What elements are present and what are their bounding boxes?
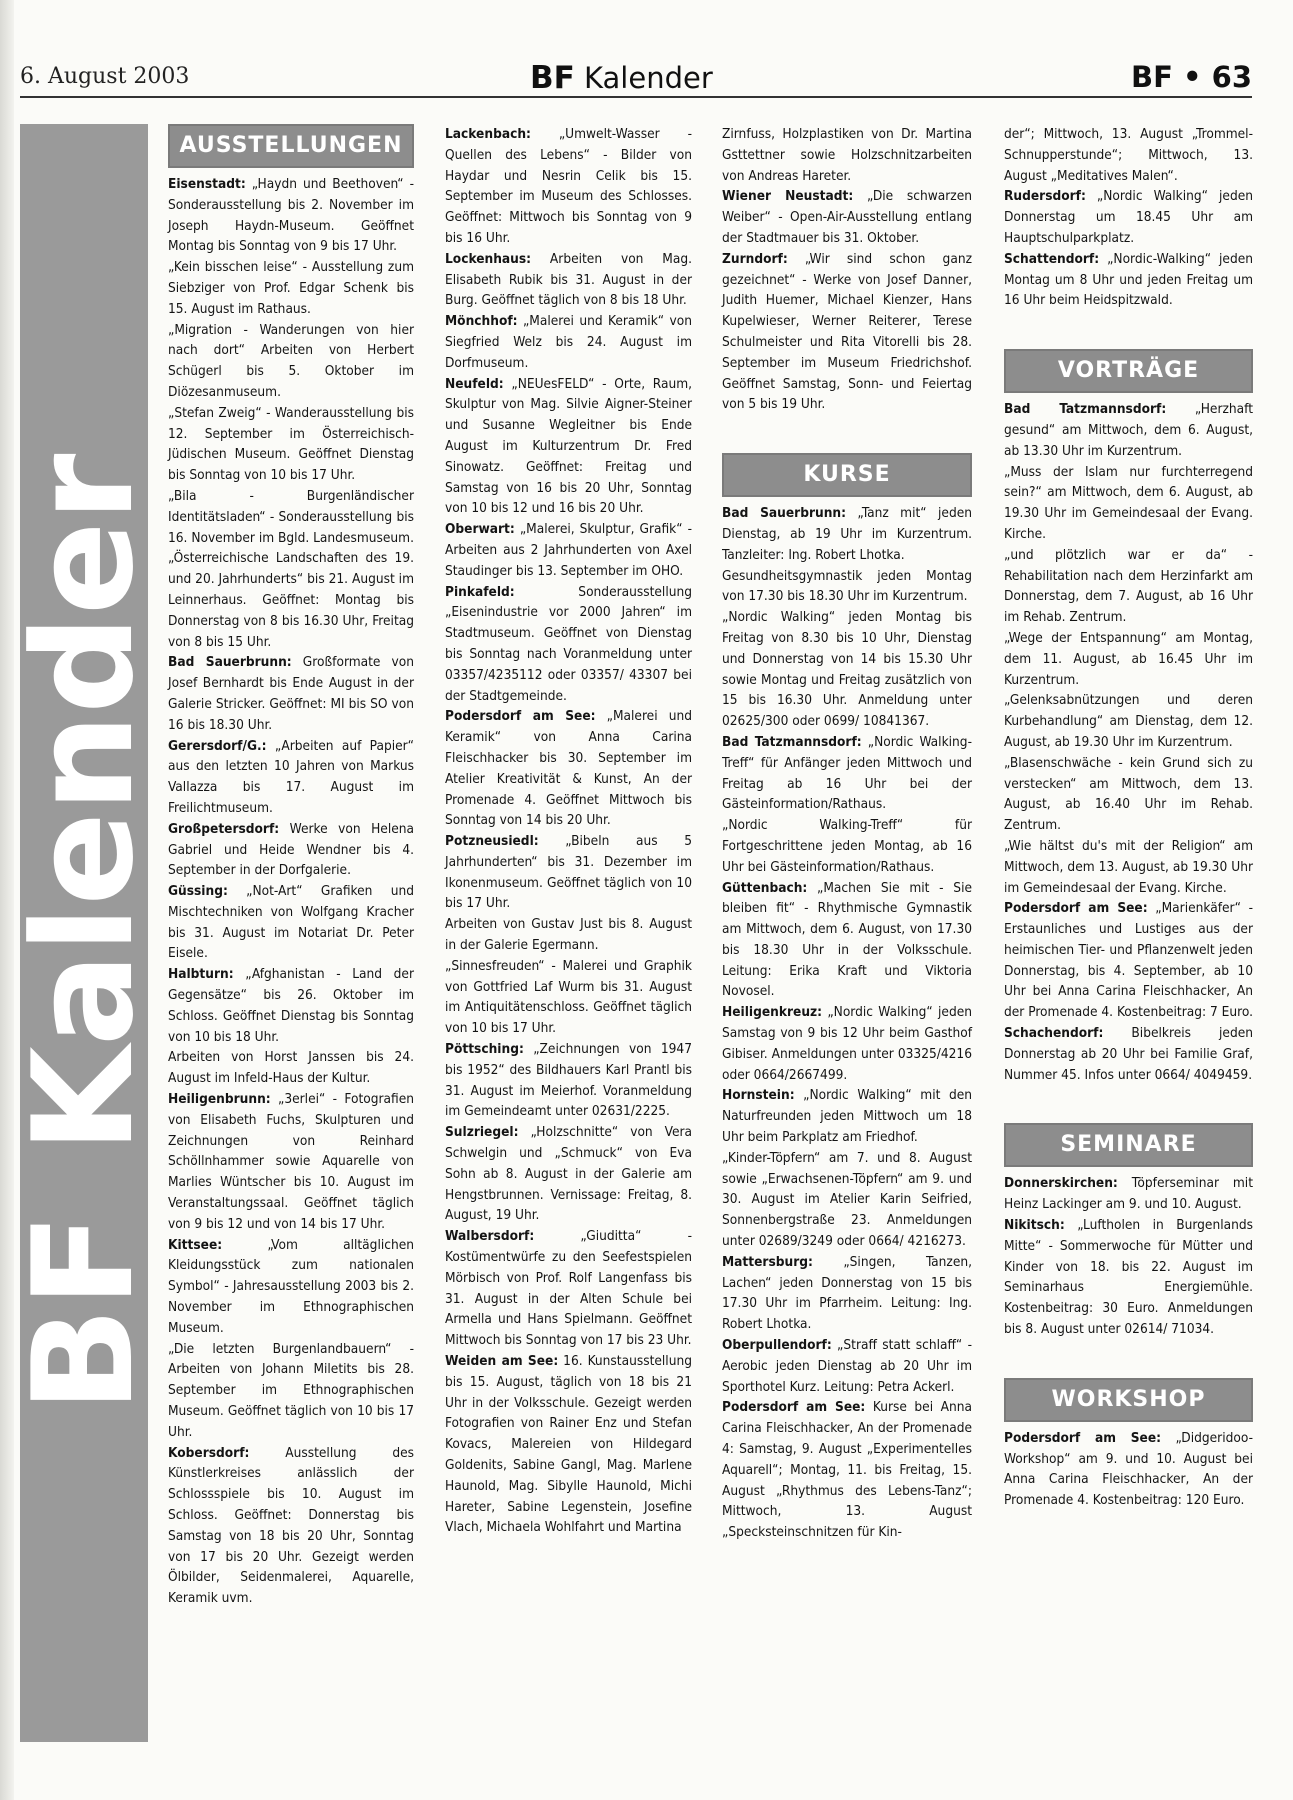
event-text: Zirnfuss, Holzplastiken von Dr. Martina Gsttettner sowie Holzschnitzarbeiten von Andreas Hareter. [722, 126, 972, 184]
event-text: Kurse bei Anna Carina Fleischhacker, An der Promenade 4: Samstag, 9. August „Experimentelles Aquarell“; Montag, 11. bis Freitag, 15. August „Rhythmus des Lebens-Tanz“; Mittwoch, 13. August „Specksteinschnitzen für Kin- [722, 1399, 972, 1541]
event-place: Bad Tatzmannsdorf: [722, 733, 862, 750]
event-entry [445, 311, 692, 373]
event-place: Großpetersdorf: [168, 820, 280, 837]
spacer [722, 415, 972, 453]
event-entry [1004, 1215, 1253, 1340]
event-entry [722, 1252, 972, 1335]
event-entry [445, 706, 692, 831]
event-text: „Malerei und Keramik“ von Siegfried Welz bis 24. August im Dorfmuseum. [445, 313, 692, 371]
event-entry [722, 1148, 972, 1252]
event-place: Kobersdorf: [168, 1444, 250, 1461]
event-text: „Bibeln aus 5 Jahrhunderten“ bis 31. Dezember im Ikonenmuseum. Geöffnet täglich von 10 bis 17 Uhr. [445, 833, 692, 912]
event-text: „Tanz mit“ jeden Dienstag, ab 19 Uhr im Kurzentrum. Tanzleiter: Ing. Robert Lhotka. [722, 505, 972, 563]
event-text: Sonderausstellung „Eisenindustrie vor 2000 Jahren“ im Stadtmuseum. Geöffnet von Dienstag bis Sonntag nach Voranmeldung unter 03357/4235112 oder 03357/ 43307 bei der Stadtgemeinde. [445, 583, 692, 704]
event-place: Rudersdorf: [1004, 188, 1086, 205]
list-ausstellungen-1 [168, 174, 414, 1609]
sidebar-banner [3, 124, 164, 1742]
event-entry [445, 831, 692, 914]
event-text: „Umwelt-Wasser - Quellen des Lebens“ - Bilder von Haydar und Nesrin Celik bis 15. September im Museum des Schlosses. Geöffnet: Mittwoch bis Sonntag von 9 bis 16 Uhr. [445, 126, 692, 246]
event-text: „Nordic-Walking“ jeden Montag um 8 Uhr und jeden Freitag um 16 Uhr beim Heidspitzwald. [1004, 250, 1253, 309]
event-place: Kittsee: [168, 1236, 223, 1253]
event-place: Schachendorf: [1004, 1025, 1104, 1042]
event-text: „Bila - Burgenländischer Identitätsladen“ - Sonderausstellung bis 16. November im Bgld. Landesmuseum. [168, 487, 414, 546]
event-text: „Afghanistan - Land der Gegensätze“ bis 26. Oktober im Schloss. Geöffnet Dienstag bis Sonntag von 10 bis 18 Uhr. [168, 966, 414, 1045]
section-header-workshop: WORKSHOP [1004, 1378, 1253, 1422]
event-text: „Sinnesfreuden“ - Malerei und Graphik von Gottfried Laf Wurm bis 31. August im Antiquitätenschloss. Geöffnet täglich von 10 bis 17 Uhr. [445, 957, 692, 1037]
event-place: Zurndorf: [722, 250, 788, 267]
sidebar-vertical-title [3, 453, 164, 1413]
event-entry [445, 1122, 692, 1226]
event-entry [722, 815, 972, 877]
event-entry [1004, 1023, 1253, 1085]
event-place: Donnerskirchen: [1004, 1175, 1118, 1192]
event-entry [168, 736, 414, 819]
event-entry [722, 1085, 972, 1147]
event-place: Podersdorf am See: [1004, 900, 1148, 917]
event-entry [1004, 836, 1253, 898]
event-place: Pöttsching: [445, 1041, 524, 1058]
event-entry [722, 503, 972, 565]
event-entry [722, 566, 972, 608]
event-place: Bad Sauerbrunn: [722, 505, 847, 522]
event-text: „Nordic Walking“ jeden Montag bis Freitag von 8.30 bis 10 Uhr, Dienstag und Donnerstag von 14 bis 15.30 Uhr sowie Montag und Freitag zusätzlich von 15 bis 16.30 Uhr. Anmeldung unter 02625/300 oder 0699/ 10841367. [722, 609, 972, 730]
list-kurse-1 [722, 503, 972, 1543]
list-ausstellungen-2 [445, 124, 692, 1538]
event-text: „Giuditta“ - Kostümentwürfe zu den Seefestspielen Mörbisch von Prof. Rolf Langenfass bis 31. August in der Alten Schule bei Armella und Hans Spielmann. Geöffnet Mittwoch bis Sonntag von 17 bis 23 Uhr. [445, 1228, 692, 1349]
event-entry [168, 819, 414, 881]
event-entry [168, 320, 414, 403]
list-kurse-2 [1004, 124, 1253, 311]
event-entry [1004, 1173, 1253, 1215]
event-place: Neufeld: [445, 375, 504, 392]
event-place: Potzneusiedl: [445, 833, 539, 850]
event-entry [168, 403, 414, 486]
event-place: Lackenbach: [445, 126, 531, 142]
event-place: Bad Tatzmannsdorf: [1004, 401, 1167, 418]
event-entry [445, 124, 692, 249]
event-place: Schattendorf: [1004, 250, 1100, 267]
event-text: „Nordic Walking“ jeden Donnerstag um 18.45 Uhr am Hauptschulparkplatz. [1004, 188, 1253, 246]
event-text: „Muss der Islam nur furchterregend sein?“ am Mittwoch, dem 6. August, ab 19.30 Uhr im Gemeindesaal der Evang. Kirche. [1004, 463, 1253, 542]
event-entry [1004, 753, 1253, 836]
event-entry [445, 1226, 692, 1351]
event-text: „Die letzten Burgenlandbauern“ - Arbeiten von Johann Miletits bis 28. September im Ethnographischen Museum. Geöffnet täglich von 10 bis 17 Uhr. [168, 1340, 414, 1440]
event-entry [722, 878, 972, 1003]
event-entry [1004, 690, 1253, 752]
event-text: „Didgeridoo-Workshop“ am 9. und 10. August bei Anna Carina Fleischhacker, An der Promenade 4. Kostenbeitrag: 120 Euro. [1004, 1429, 1253, 1509]
event-text: „Luftholen in Burgenlands Mitte“ - Sommerwoche für Mütter und Kinder von 18. bis 22. August im Seminarhaus Energiemühle. Kostenbeitrag: 30 Euro. Anmeldungen bis 8. August unter 02614/ 71034. [1004, 1217, 1253, 1338]
event-text: „Malerei, Skulptur, Grafik“ - Arbeiten aus 2 Jahrhunderten von Axel Staudinger bis 13. September im OHO. [445, 521, 692, 579]
event-place: Eisenstadt: [168, 176, 246, 192]
event-entry [445, 582, 692, 707]
event-entry [1004, 1428, 1253, 1511]
event-entry [1004, 186, 1253, 248]
event-entry [445, 249, 692, 311]
spacer [1004, 311, 1253, 349]
list-ausstellungen-3 [722, 124, 972, 415]
section-header-seminare: SEMINARE [1004, 1123, 1253, 1167]
list-workshop [1004, 1428, 1253, 1511]
event-text: Töpferseminar mit Heinz Lackinger am 9. und 10. August. [1004, 1175, 1253, 1213]
page-number: BF • 63 [1131, 60, 1252, 94]
event-entry [722, 607, 972, 732]
column-3 [722, 124, 972, 1543]
event-text: „Singen, Tanzen, Lachen“ jeden Donnerstag von 15 bis 17.30 Uhr im Pfarrheim. Leitung: Ing. Robert Lhotka. [722, 1253, 972, 1333]
event-text: „Vom alltäglichen Kleidungsstück zum nationalen Symbol“ - Jahresausstellung 2003 bis 2. November im Ethnographischen Museum. [168, 1236, 414, 1336]
event-text: „Malerei und Keramik“ von Anna Carina Fleischhacker bis 30. September im Atelier Kreativität & Kunst, An der Promenade 4. Geöffnet Mittwoch bis Sonntag von 14 bis 20 Uhr. [445, 708, 692, 829]
header-rule [20, 96, 1252, 98]
event-text: „Wie hältst du's mit der Religion“ am Mittwoch, dem 13. August, ab 19.30 Uhr im Gemeindesaal der Evang. Kirche. [1004, 837, 1253, 896]
event-text: „Marienkäfer“ - Erstaunliches und Lustiges aus der heimischen Tier- und Pflanzenwelt jeden Donnerstag, bis 4. September, ab 10 Uhr bei Anna Carina Fleischhacker, An der Promenade 4. Kostenbeitrag: 7 Euro. [1004, 900, 1253, 1021]
event-entry [168, 548, 414, 652]
event-entry [168, 964, 414, 1047]
event-text: „Migration - Wanderungen von hier nach dort“ Arbeiten von Herbert Schügerl bis 5. Oktober im Diözesanmuseum. [168, 321, 414, 400]
event-place: Weiden am See: [445, 1353, 559, 1370]
event-text: Werke von Helena Gabriel und Heide Wendner bis 4. September in der Dorfgalerie. [168, 820, 414, 879]
list-seminare [1004, 1173, 1253, 1339]
event-entry [168, 1047, 414, 1089]
event-entry [168, 1235, 414, 1339]
event-text: der“; Mittwoch, 13. August „Trommel-Schnupperstunde“; Mittwoch, 13. August „Meditatives Malen“. [1004, 126, 1253, 184]
section-header-ausstellungen: AUSSTELLUNGEN [168, 124, 414, 168]
event-place: Walbersdorf: [445, 1228, 535, 1245]
event-place: Podersdorf am See: [445, 708, 596, 725]
event-entry [168, 1089, 414, 1235]
event-text: „Haydn und Beethoven“ - Sonderausstellung bis 2. November im Joseph Haydn-Museum. Geöffnet Montag bis Sonntag von 9 bis 17 Uhr. [168, 176, 414, 255]
event-text: „NEUesFELD“ - Orte, Raum, Skulptur von Mag. Silvie Aigner-Steiner und Susanne Wegleitner bis Ende August im Kulturzentrum Dr. Fred Sinowatz. Geöffnet: Freitag und Samstag von 16 bis 20 Uhr, Sonntag von 10 bis 12 und 16 bis 20 Uhr. [445, 375, 692, 517]
event-text: „Kein bisschen leise“ - Ausstellung zum Siebziger von Prof. Edgar Schenk bis 15. August im Rathaus. [168, 259, 414, 317]
event-text: Arbeiten von Mag. Elisabeth Rubik bis 31. August in der Burg. Geöffnet täglich von 8 bis 18 Uhr. [445, 250, 692, 309]
event-entry [722, 249, 972, 415]
event-entry [722, 1397, 972, 1543]
event-text: „3erlei“ - Fotografien von Elisabeth Fuchs, Skulpturen und Zeichnungen von Reinhard Schöllnhammer sowie Aquarelle von Marlies Wüntscher bis 10. August im Veranstaltungssaal. Geöffnet täglich von 9 bis 12 und von 14 bis 17 Uhr. [168, 1091, 414, 1232]
event-text: Arbeiten von Gustav Just bis 8. August in der Galerie Egermann. [445, 916, 692, 954]
event-text: Bibelkreis jeden Donnerstag ab 20 Uhr bei Familie Graf, Nummer 45. Infos unter 0664/ 4049459. [1004, 1025, 1253, 1083]
spacer [1004, 1340, 1253, 1378]
event-place: Podersdorf am See: [722, 1399, 866, 1416]
event-entry [168, 486, 414, 548]
event-place: Oberpullendorf: [722, 1337, 832, 1354]
event-entry [168, 1443, 414, 1609]
event-entry [445, 956, 692, 1039]
event-text: „Zeichnungen von 1947 bis 1952“ des Bildhauers Karl Prantl bis 31. August im Meierhof. Voranmeldung im Gemeindeamt unter 02631/2225. [445, 1041, 692, 1120]
event-entry [1004, 545, 1253, 628]
event-text: „Österreichische Landschaften des 19. und 20. Jahrhunderts“ bis 21. August im Leinnerhaus. Geöffnet: Montag bis Donnerstag von 8 bis 16.30 Uhr, Freitag von 8 bis 15 Uhr. [168, 550, 414, 650]
event-place: Güttenbach: [722, 879, 808, 896]
event-entry [1004, 462, 1253, 545]
event-text: Arbeiten von Horst Janssen bis 24. August im Infeld-Haus der Kultur. [168, 1049, 414, 1087]
event-entry [722, 732, 972, 815]
sidebar-word: Kalender [3, 453, 164, 1154]
event-entry [445, 914, 692, 956]
title-brand: BF [530, 60, 575, 96]
event-place: Güssing: [168, 883, 228, 900]
column-2 [445, 124, 692, 1538]
event-text: „Nordic Walking“ jeden Samstag von 9 bis 12 Uhr beim Gasthof Gibiser. Anmeldungen unter 03325/4216 oder 0664/2667499. [722, 1004, 972, 1083]
event-text: „Herzhaft gesund“ am Mittwoch, dem 6. August, ab 13.30 Uhr im Kurzentrum. [1004, 401, 1253, 459]
event-entry [445, 519, 692, 581]
event-entry [168, 174, 414, 257]
event-entry [722, 1335, 972, 1397]
event-text: „Nordic Walking“ mit den Naturfreunden jeden Mittwoch um 18 Uhr beim Parkplatz am Friedhof. [722, 1087, 972, 1146]
event-place: Wiener Neustadt: [722, 188, 854, 205]
event-text: „Blasenschwäche - kein Grund sich zu verstecken“ am Mittwoch, dem 13. August, ab 16.40 Uhr im Rehab. Zentrum. [1004, 754, 1253, 834]
section-header-kurse: KURSE [722, 453, 972, 497]
event-text: Ausstellung des Künstlerkreises anlässlich der Schlossspiele bis 10. August im Schloss. Geöffnet: Donnerstag bis Samstag von 18 bis 20 Uhr, Sonntag von 17 bis 20 Uhr. Gezeigt werden Ölbilder, Seidenmalerei, Aquarelle, Keramik uvm. [168, 1444, 414, 1607]
event-entry [445, 1039, 692, 1122]
event-entry [168, 652, 414, 735]
event-text: „Straff statt schlaff“ - Aerobic jeden Dienstag ab 20 Uhr im Sporthotel Kurz. Leitung: Petra Ackerl. [722, 1337, 972, 1395]
event-entry [1004, 628, 1253, 690]
event-entry [445, 374, 692, 520]
event-entry [722, 124, 972, 186]
event-entry [168, 1339, 414, 1443]
column-4 [1004, 124, 1253, 1511]
issue-date: 6. August 2003 [20, 64, 190, 89]
sidebar-brand: BF [3, 1213, 164, 1413]
event-text: „Machen Sie mit - Sie bleiben fit“ - Rhythmische Gymnastik am Mittwoch, dem 6. August, von 17.30 bis 18.30 Uhr in der Volksschule. Leitung: Erika Kraft und Viktoria Novosel. [722, 879, 972, 1000]
event-entry [1004, 249, 1253, 311]
event-entry [1004, 898, 1253, 1023]
event-place: Halbturn: [168, 966, 234, 983]
list-vortraege [1004, 399, 1253, 1085]
event-text: „Wege der Entspannung“ am Montag, dem 11. August, ab 16.45 Uhr im Kurzentrum. [1004, 629, 1253, 688]
event-place: Heiligenkreuz: [722, 1004, 823, 1021]
event-text: 16. Kunstausstellung bis 15. August, täglich von 18 bis 21 Uhr in der Volksschule. Gezeigt werden Fotografien von Rainer Enz und Stefan Kovacs, Malereien von Hildegard Goldenits, Sabine Gangl, Mag. Marlene Haunold, Mag. Sibylle Haunold, Michi Hareter, Sabine Legenstein, Josefine Vlach, Michaela Wohlfahrt und Martina [445, 1353, 692, 1536]
event-text: „und plötzlich war er da“ - Rehabilitation nach dem Herzinfarkt am Donnerstag, dem 7. August, ab 16 Uhr im Rehab. Zentrum. [1004, 546, 1253, 626]
event-text: „Wir sind schon ganz gezeichnet“ - Werke von Josef Danner, Judith Huemer, Michael Kienzer, Hans Kupelwieser, Werner Reiterer, Terese Schulmeister und Rita Vitorelli bis 28. September im Museum Friedrichshof. Geöffnet Samstag, Sonn- und Feiertag von 5 bis 19 Uhr. [722, 250, 972, 413]
event-text: „Nordic Walking-Treff“ für Fortgeschrittene jeden Montag, ab 16 Uhr bei Gästeinformation/Rathaus. [722, 817, 972, 875]
event-entry [1004, 124, 1253, 186]
event-text: Gesundheitsgymnastik jeden Montag von 17.30 bis 18.30 Uhr im Kurzentrum. [722, 567, 972, 605]
event-place: Mattersburg: [722, 1253, 813, 1270]
event-place: Gerersdorf/G.: [168, 737, 267, 754]
event-text: „Stefan Zweig“ - Wanderausstellung bis 12. September im Österreichisch-Jüdischen Museum. Geöffnet Dienstag bis Sonntag von 10 bis 17 Uhr. [168, 404, 414, 484]
event-place: Bad Sauerbrunn: [168, 654, 292, 671]
event-entry [722, 186, 972, 248]
event-text: „Nordic Walking-Treff“ für Anfänger jeden Mittwoch und Freitag ab 16 Uhr bei der Gästeinformation/Rathaus. [722, 733, 972, 813]
event-entry [722, 1002, 972, 1085]
event-place: Lockenhaus: [445, 250, 532, 267]
event-place: Sulzriegel: [445, 1124, 519, 1141]
event-place: Nikitsch: [1004, 1217, 1065, 1234]
event-text: „Gelenksabnützungen und deren Kurbehandlung“ am Dienstag, dem 12. August, ab 19.30 Uhr im Kurzentrum. [1004, 692, 1253, 750]
event-entry [168, 257, 414, 319]
event-place: Oberwart: [445, 521, 515, 538]
event-text: „Die schwarzen Weiber“ - Open-Air-Ausstellung entlang der Stadtmauer bis 31. Oktober. [722, 188, 972, 246]
event-text: „Holzschnitte“ von Vera Schwelgin und „Schmuck“ von Eva Sohn ab 8. August in der Galerie am Hengstbrunnen. Vernissage: Freitag, 8. August, 19 Uhr. [445, 1124, 692, 1224]
event-place: Heiligenbrunn: [168, 1091, 271, 1108]
page-header [20, 60, 1252, 98]
section-header-vortraege: VORTRÄGE [1004, 349, 1253, 393]
spacer [1004, 1085, 1253, 1123]
event-entry [168, 881, 414, 964]
event-entry [1004, 399, 1253, 461]
column-1 [168, 124, 414, 1609]
event-text: „Not-Art“ Grafiken und Mischtechniken von Wolfgang Kracher bis 31. August im Notariat Dr. Peter Eisele. [168, 883, 414, 962]
event-place: Mönchhof: [445, 313, 518, 330]
event-place: Pinkafeld: [445, 583, 515, 600]
event-entry [445, 1351, 692, 1538]
title-text: Kalender [584, 61, 713, 95]
event-text: Großformate von Josef Bernhardt bis Ende August in der Galerie Stricker. Geöffnet: MI bis SO von 16 bis 18.30 Uhr. [168, 654, 415, 733]
event-place: Podersdorf am See: [1004, 1429, 1162, 1446]
page-title [530, 60, 713, 96]
event-text: „Kinder-Töpfern“ am 7. und 8. August sowie „Erwachsenen-Töpfern“ am 9. und 30. August im Atelier Karin Seifried, Sonnenbergstraße 23. Anmeldungen unter 02689/3249 oder 0664/ 4216273. [722, 1149, 972, 1250]
event-place: Hornstein: [722, 1087, 795, 1104]
event-text: „Arbeiten auf Papier“ aus den letzten 10 Jahren von Markus Vallazza bis 17. August im Freilichtmuseum. [168, 737, 414, 816]
